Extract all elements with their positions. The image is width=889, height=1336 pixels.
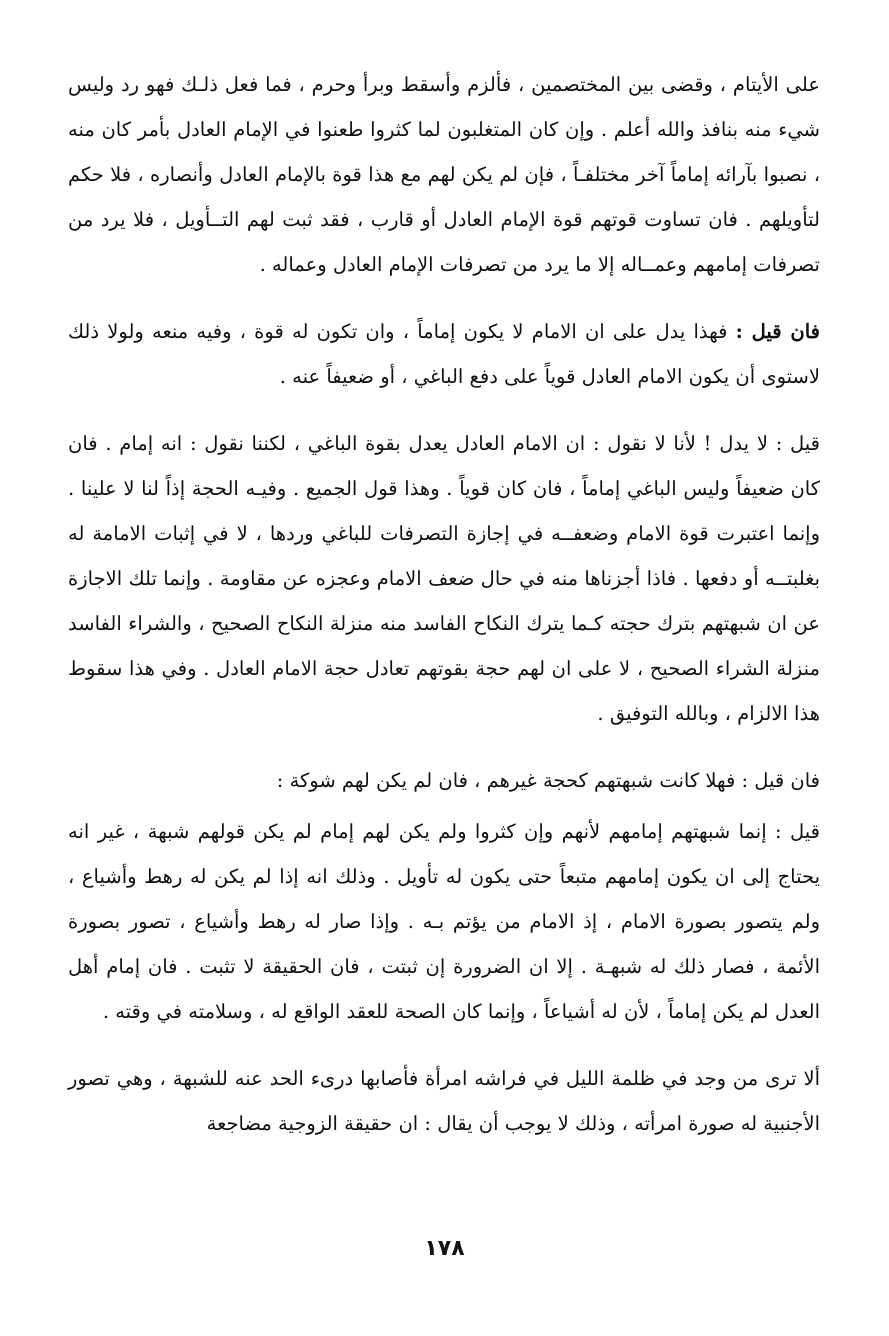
paragraph-3 — [68, 421, 820, 736]
paragraph-1-text: على الأيتام ، وقضى بين المختصمين ، فألزم وأسقط وبرأ وحرم ، فما فعل ذلـك فهو رد وليس شيء منه بنافذ والله أعلم . وإن كان المتغلبون لما كثروا طعنوا في الإمام العادل بأمر كان منه ، نصبوا بآرائه إماماً آخر مختلفـاً ، فإن لم يكن لهم مع هذا قوة بالإمام العادل وأنصاره ، فلا حكم لتأويلهم . فان تساوت قوتهم قوة الإمام العادل أو قارب ، فقد ثبت لهم التــأويل ، فلا يرد من تصرفات إمامهم وعمــاله إلا ما يرد من تصرفات الإمام العادل وعماله . — [68, 73, 820, 276]
paragraph-1 — [68, 62, 820, 287]
paragraph-4 — [68, 758, 820, 803]
paragraph-5-text: قيل : إنما شبهتهم إمامهم لأنهم وإن كثروا ولم يكن لهم إمام لم يكن قولهم شبهة ، غير انه يحتاج إلى ان يكون إمامهم متبعاً حتى يكون له تأويل . وذلك انه إذا لم يكن له رهط وأشياع ، ولم يتصور بصورة الامام ، إذ الامام من يؤتم بـه . وإذا صار له رهط وأشياع ، تصور بصورة الأئمة ، فصار ذلك له شبهـة . إلا ان الضرورة إن ثبتت ، فان الحقيقة لا تثبت . فان إمام أهل العدل لم يكن إماماً ، لأن له أشياعاً ، وإنما كان الصحة للعقد الواقع له ، وسلامته في وقته . — [68, 820, 820, 1023]
paragraph-6-text: ألا ترى من وجد في ظلمة الليل في فراشه امرأة فأصابها درىء الحد عنه للشبهة ، وهي تصور الأجنبية له صورة امرأته ، وذلك لا يوجب أن يقال : ان حقيقة الزوجية مضاجعة — [68, 1067, 820, 1135]
page-number: ١٧٨ — [424, 1236, 465, 1261]
paragraph-3-text: قيل : لا يدل ! لأنا لا نقول : ان الامام العادل يعدل بقوة الباغي ، لكننا نقول : انه إمام . فان كان ضعيفاً وليس الباغي إماماً ، فان كان قوياً . وهذا قول الجميع . وفيـه الحجة إذاً لنا لا علينا . وإنما اعتبرت قوة الامام وضعفــه في إجازة التصرفات للباغي وردها ، لا في إثبات الامامة له بغلبتــه أو دفعها . فاذا أجزناها منه في حال ضعف الامام وعجزه عن مقاومة . وإنما تلك الاجازة عن ان شبهتهم بترك حجته كـما يترك النكاح الفاسد منه منزلة النكاح الصحيح ، والشراء الفاسد منزلة الشراء الصحيح ، لا على ان لهم حجة بقوتهم تعادل حجة الامام العادل . وفي هذا سقوط هذا الالزام ، وبالله التوفيق . — [68, 432, 820, 725]
paragraph-6 — [68, 1056, 820, 1146]
paragraph-5 — [68, 809, 820, 1034]
paragraph-4-text: فان قيل : فهلا كانت شبهتهم كحجة غيرهم ، فان لم يكن لهم شوكة : — [276, 769, 820, 792]
paragraph-2 — [68, 309, 820, 399]
paragraph-2-lead: فان قيل : — [735, 320, 820, 343]
paragraph-2-text: فهذا يدل على ان الامام لا يكون إماماً ، وان تكون له قوة ، وفيه منعه ولولا ذلك لاستوى أن يكون الامام العادل قوياً على دفع الباغي ، أو ضعيفاً عنه . — [68, 320, 820, 388]
page-body — [68, 62, 820, 1146]
